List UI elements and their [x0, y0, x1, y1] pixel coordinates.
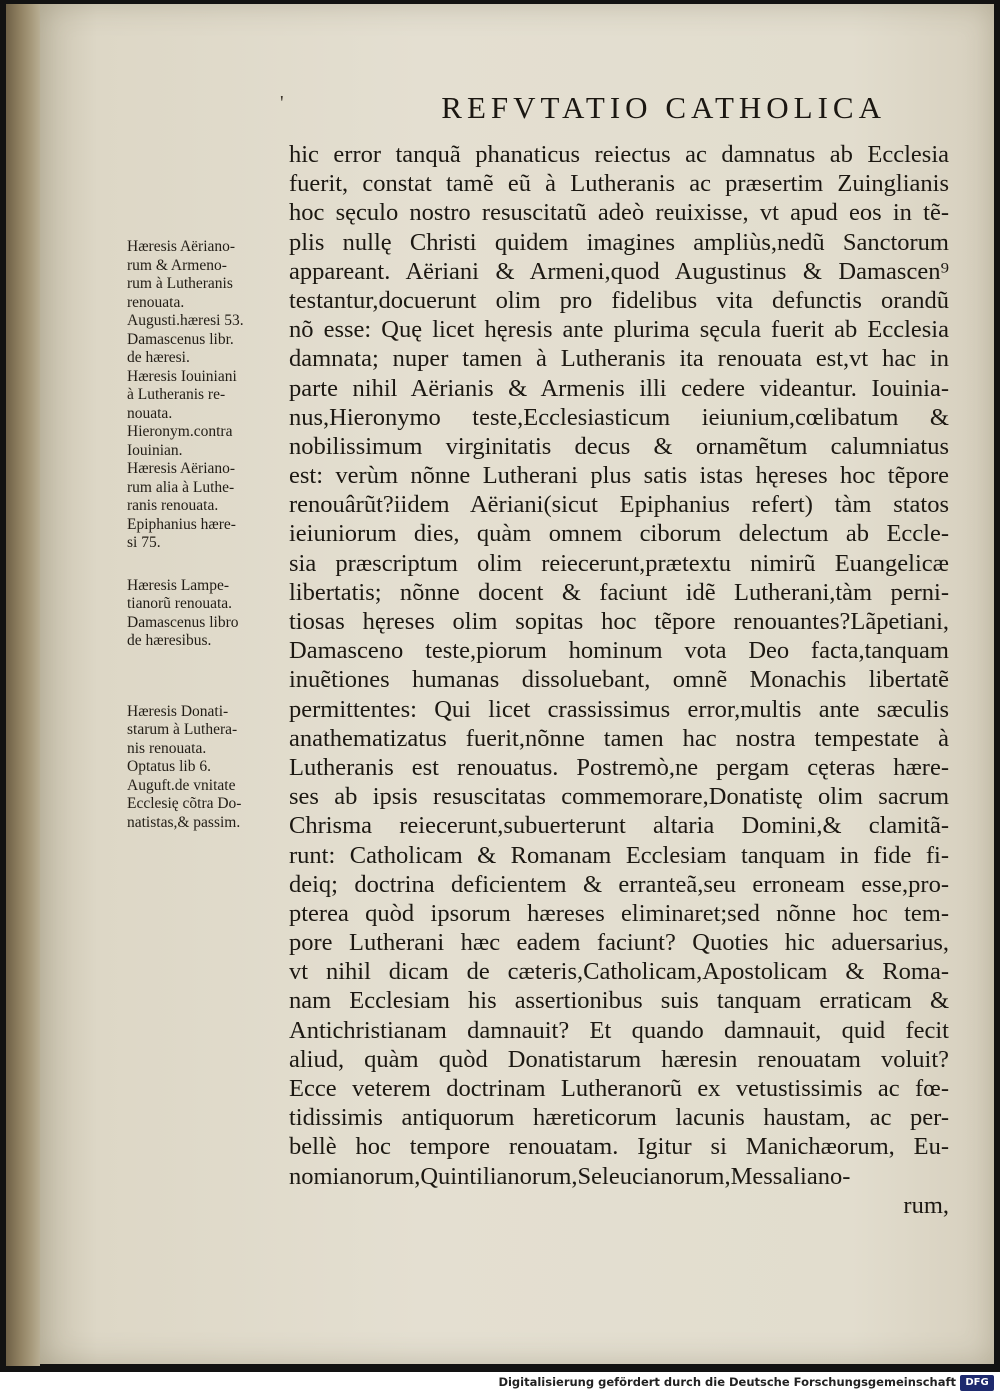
text-line: hic error tanquã phanaticus reiectus ac damnatus ab Ecclesia [289, 141, 949, 168]
margin-note-line: ranis renouata. [127, 497, 219, 514]
text-line: Damasceno teste,piorum hominum vota Deo facta,tanquam [289, 637, 949, 665]
book-page-edges [6, 4, 40, 1366]
margin-note-line: si 75. [127, 534, 161, 551]
text-line: Ecce veterem doctrinam Lutheranorũ ex vetustissimis ac fœ- [289, 1075, 949, 1102]
text-line: nam Ecclesiam his assertionibus suis tanquam erraticam & [289, 987, 949, 1015]
margin-note-line: Ecclesię cõtra Do- [127, 795, 242, 812]
margin-note-line: Hæresis Aëriano- [127, 238, 236, 255]
text-line: renouârũt?iidem Aëriani(sicut Epiphanius refert) tàm statos [289, 491, 949, 519]
margin-note-line: Damascenus libr. [127, 330, 234, 348]
margin-note-line: à Lutheranis re- [127, 386, 226, 403]
margin-notes [127, 238, 277, 832]
text-line: hoc sęculo nostro resuscitatũ adeò reuixisse, vt apud eos in tẽ- [289, 199, 949, 227]
text-line: Antichristianam damnauit? Et quando damnauit, quid fecit [289, 1016, 949, 1044]
text-line: nus,Hieronymo teste,Ecclesiasticum ieiunium,cœlibatum & [289, 403, 949, 431]
body-text [289, 140, 949, 1220]
text-line: nõ esse: Quę licet hęresis ante plurima sęcula fuerit ab Ecclesia [289, 316, 949, 344]
text-line: inuẽtiones humanas dissoluebant, omnẽ Monachis libertatẽ [289, 666, 949, 694]
text-line: anathematizatus fuerit,nõnne tamen hac nostra tempestate à [289, 724, 949, 752]
text-line: ses ab ipsis resuscitatas commemorare,Donatistę olim sacrum [289, 783, 949, 811]
text-line: pterea quòd ipsorum hæreses eliminaret;sed nõnne hoc tem- [289, 899, 949, 927]
margin-note-line: Hæresis Lampe- [127, 576, 230, 594]
text-line: parte nihil Aërianis & Armenis illi cedere videantur. Iouinia- [289, 374, 949, 402]
text-line: pore Lutherani hæc eadem faciunt? Quoties hic aduersarius, [289, 929, 949, 957]
margin-note-line: Auguft.de vnitate [127, 776, 236, 794]
margin-note-line: renouata. [127, 293, 185, 311]
text-line: sia præscriptum olim reiecerunt,prætextu nimirũ Euangelicæ [289, 549, 949, 577]
margin-note [127, 703, 277, 833]
margin-note [127, 577, 277, 651]
text-line: libertatis; nõnne docent & faciunt idẽ Lutherani,tàm perni- [289, 578, 949, 606]
margin-note-line: nis renouata. [127, 739, 207, 757]
text-line: nomianorum,Quintilianorum,Seleucianorum,Messaliano- [289, 1162, 851, 1190]
text-line: runt: Catholicam & Romanam Ecclesiam tanquam in fide fi- [289, 841, 949, 869]
text-line: rum, [903, 1191, 949, 1219]
text-line: ieiuniorum dies, quàm omnem ciborum delectum ab Eccle- [289, 520, 949, 548]
margin-note-line: rum alia à Luthe- [127, 478, 235, 496]
margin-note-line: Optatus lib 6. [127, 758, 211, 775]
text-line: fuerit, constat tamẽ eũ à Lutheranis ac præsertim Zuinglianis [289, 170, 949, 198]
margin-note-line: tianorũ renouata. [127, 595, 233, 612]
text-line: nobilissimum virginitatis decus & ornamẽtum calumniatus [289, 432, 949, 460]
margin-note-line: Hæresis Iouiniani [127, 367, 237, 385]
text-line: vt nihil dicam de cæteris,Catholicam,Apostolicam & Roma- [289, 958, 949, 986]
margin-note-line: starum à Luthera- [127, 721, 238, 738]
text-line: aliud, quàm quòd Donatistarum hæresin renouatam voluit? [289, 1045, 949, 1073]
dfg-logo: DFG [960, 1375, 994, 1391]
text-line: appareant. Aëriani & Armeni,quod Augustinus & Damascen⁹ [289, 257, 949, 285]
margin-note-line: natistas,& passim. [127, 813, 241, 831]
margin-note-line: Augusti.hæresi 53. [127, 312, 244, 329]
margin-note-line: rum à Lutheranis [127, 275, 233, 292]
margin-note-line: Hæresis Aëriano- [127, 460, 236, 477]
margin-note [127, 238, 277, 553]
margin-note-line: nouata. [127, 404, 173, 422]
text-line: est: verùm nõnne Lutherani plus satis istas hęreses hoc tẽpore [289, 462, 949, 490]
margin-note-line: Hieronym.contra [127, 423, 233, 440]
margin-note-line: rum & Armeno- [127, 256, 227, 274]
margin-note-line: Iouinian. [127, 441, 183, 459]
running-header: REFVTATIO CATHOLICA [441, 90, 886, 125]
margin-note-line: Damascenus libro [127, 613, 239, 631]
funding-credit: Digitalisierung gefördert durch die Deutsche Forschungsgemeinschaft [498, 1375, 956, 1389]
margin-note-line: de hæresibus. [127, 632, 212, 649]
text-line: Chrisma reiecerunt,subuerterunt altaria Domini,& clamitã- [289, 812, 949, 840]
text-line: tidissimis antiquorum hæreticorum lacunis haustam, ac per- [289, 1104, 949, 1132]
text-line: bellè hoc tempore renouatam. Igitur si Manichæorum, Eu- [289, 1133, 949, 1161]
margin-note-line: Epiphanius hære- [127, 515, 236, 533]
margin-note-line: de hæresi. [127, 349, 190, 366]
text-line: damnata; nuper tamen à Lutheranis ita renouata est,vt hac in [289, 345, 949, 373]
text-line: tiosas hęreses olim sopitas hoc tẽpore renouantes?Lãpetiani, [289, 608, 949, 635]
text-line: testantur,docuerunt olim pro fidelibus vita defunctis orandũ [289, 286, 949, 314]
margin-note-line: Hæresis Donati- [127, 702, 229, 720]
footer-bar [0, 1372, 1000, 1395]
text-line: permittentes: Qui licet crassissimus error,multis ante sæculis [289, 695, 949, 723]
header-mark: ' [280, 92, 284, 114]
text-line: deiq; doctrina deficientem & erranteã,seu erroneam esse,pro- [289, 870, 949, 898]
text-line: plis nullę Christi quidem imagines ampliùs,nedũ Sanctorum [289, 228, 949, 256]
text-line: Lutheranis est renouatus. Postremò,ne pergam cęteras hære- [289, 753, 949, 781]
